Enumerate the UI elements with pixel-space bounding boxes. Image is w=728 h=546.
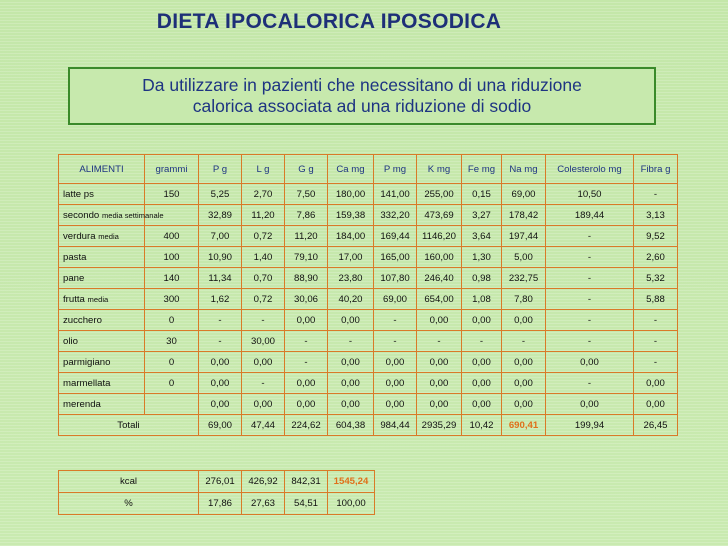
value-cell: 30 <box>145 331 199 352</box>
kcal-protein: 276,01 <box>199 471 242 493</box>
header-cell: Fe mg <box>462 155 502 184</box>
totals-label: Totali <box>59 415 199 436</box>
value-cell: 332,20 <box>374 205 417 226</box>
value-cell: 69,00 <box>502 184 546 205</box>
value-cell: - <box>546 289 634 310</box>
value-cell: 0,00 <box>462 310 502 331</box>
food-name-cell <box>59 184 145 205</box>
food-name: secondo <box>63 209 100 221</box>
value-cell: 2,70 <box>242 184 285 205</box>
table-header-row <box>59 155 678 184</box>
value-cell: 10,90 <box>199 247 242 268</box>
food-name-cell <box>59 394 145 415</box>
value-cell: 7,50 <box>285 184 328 205</box>
value-cell: 0,00 <box>502 373 546 394</box>
value-cell: 0,00 <box>462 373 502 394</box>
value-cell: 0,00 <box>546 352 634 373</box>
value-cell: - <box>634 352 678 373</box>
header-cell: Ca mg <box>328 155 374 184</box>
value-cell: 473,69 <box>417 205 462 226</box>
value-cell: 0,00 <box>285 373 328 394</box>
food-name: verdura <box>63 230 96 242</box>
kcal-label: kcal <box>59 471 199 493</box>
value-cell: - <box>374 331 417 352</box>
food-name-cell <box>59 226 145 247</box>
value-cell: - <box>634 310 678 331</box>
table-row <box>59 310 678 331</box>
food-name-cell <box>59 373 145 394</box>
value-cell: 30,06 <box>285 289 328 310</box>
total-sodium: 690,41 <box>502 415 546 436</box>
food-name-cell <box>59 310 145 331</box>
value-cell: 5,88 <box>634 289 678 310</box>
value-cell: 107,80 <box>374 268 417 289</box>
subtitle-box <box>68 67 656 125</box>
food-name: merenda <box>63 398 101 410</box>
value-cell: 300 <box>145 289 199 310</box>
total-cell: 2935,29 <box>417 415 462 436</box>
value-cell: 79,10 <box>285 247 328 268</box>
value-cell: - <box>546 373 634 394</box>
value-cell: - <box>374 310 417 331</box>
value-cell: 140 <box>145 268 199 289</box>
food-name-note: media <box>98 231 119 241</box>
value-cell: 3,27 <box>462 205 502 226</box>
value-cell: 246,40 <box>417 268 462 289</box>
table-row <box>59 184 678 205</box>
kcal-total: 1545,24 <box>328 471 375 493</box>
value-cell: 0,00 <box>285 310 328 331</box>
value-cell: 1146,20 <box>417 226 462 247</box>
value-cell: 178,42 <box>502 205 546 226</box>
value-cell: 7,86 <box>285 205 328 226</box>
value-cell: 0,00 <box>462 394 502 415</box>
value-cell: 197,44 <box>502 226 546 247</box>
value-cell: - <box>285 352 328 373</box>
value-cell: 88,90 <box>285 268 328 289</box>
table-row <box>59 289 678 310</box>
value-cell: - <box>546 247 634 268</box>
header-cell: ALIMENTI <box>59 155 145 184</box>
value-cell: 17,00 <box>328 247 374 268</box>
value-cell: - <box>242 310 285 331</box>
percent-lipid: 27,63 <box>242 493 285 515</box>
value-cell: 5,25 <box>199 184 242 205</box>
value-cell: 0,00 <box>328 352 374 373</box>
value-cell: 9,52 <box>634 226 678 247</box>
value-cell: 0,00 <box>328 310 374 331</box>
food-name: marmellata <box>63 377 111 389</box>
value-cell: - <box>199 331 242 352</box>
value-cell: 0,00 <box>199 373 242 394</box>
value-cell: 165,00 <box>374 247 417 268</box>
value-cell: - <box>546 331 634 352</box>
subtitle-text <box>142 75 582 117</box>
total-cell: 10,42 <box>462 415 502 436</box>
value-cell: 0,72 <box>242 226 285 247</box>
value-cell: 0,00 <box>242 352 285 373</box>
value-cell: 40,20 <box>328 289 374 310</box>
food-name: latte ps <box>63 188 94 200</box>
value-cell: 0,98 <box>462 268 502 289</box>
value-cell: - <box>634 331 678 352</box>
page-title: DIETA IPOCALORICA IPOSODICA <box>156 10 502 33</box>
header-cell: P mg <box>374 155 417 184</box>
percent-row <box>59 493 375 515</box>
value-cell: 0,00 <box>634 373 678 394</box>
value-cell: - <box>328 331 374 352</box>
value-cell: 2,60 <box>634 247 678 268</box>
value-cell: 1,08 <box>462 289 502 310</box>
value-cell: - <box>462 331 502 352</box>
value-cell: 169,44 <box>374 226 417 247</box>
food-name: pane <box>63 272 85 284</box>
value-cell: 3,13 <box>634 205 678 226</box>
value-cell: 0,00 <box>502 310 546 331</box>
food-name-cell <box>59 268 145 289</box>
value-cell: 0 <box>145 373 199 394</box>
food-name: olio <box>63 335 78 347</box>
percent-protein: 17,86 <box>199 493 242 515</box>
value-cell: 11,34 <box>199 268 242 289</box>
value-cell: 11,20 <box>285 226 328 247</box>
food-name-cell <box>59 247 145 268</box>
food-name-cell <box>59 352 145 373</box>
table-row <box>59 331 678 352</box>
value-cell: - <box>417 331 462 352</box>
value-cell: 0,00 <box>374 373 417 394</box>
food-name: pasta <box>63 251 87 263</box>
header-cell: Fibra g <box>634 155 678 184</box>
value-cell: 189,44 <box>546 205 634 226</box>
header-cell: L g <box>242 155 285 184</box>
energy-table <box>58 470 375 515</box>
value-cell: - <box>242 373 285 394</box>
value-cell: 0 <box>145 352 199 373</box>
totals-row <box>59 415 678 436</box>
value-cell: 0,72 <box>242 289 285 310</box>
header-cell: Colesterolo mg <box>546 155 634 184</box>
value-cell: - <box>546 310 634 331</box>
value-cell: 160,00 <box>417 247 462 268</box>
value-cell: 100 <box>145 247 199 268</box>
total-cell: 26,45 <box>634 415 678 436</box>
value-cell: - <box>546 268 634 289</box>
value-cell: 159,38 <box>328 205 374 226</box>
value-cell: - <box>199 310 242 331</box>
value-cell: - <box>285 331 328 352</box>
value-cell <box>145 394 199 415</box>
subtitle-line-2: calorica associata ad una riduzione di sodio <box>192 96 532 116</box>
value-cell: 0,00 <box>502 394 546 415</box>
table-row <box>59 247 678 268</box>
value-cell: 32,89 <box>199 205 242 226</box>
value-cell: 0,00 <box>634 394 678 415</box>
value-cell: 1,62 <box>199 289 242 310</box>
value-cell: - <box>634 184 678 205</box>
table-row <box>59 394 678 415</box>
value-cell: 0,00 <box>328 373 374 394</box>
value-cell: 255,00 <box>417 184 462 205</box>
value-cell: 0 <box>145 310 199 331</box>
food-name-note: media settimanale <box>101 210 164 220</box>
food-name: frutta <box>63 293 85 305</box>
value-cell: 0,00 <box>374 352 417 373</box>
value-cell: 0,00 <box>199 394 242 415</box>
food-name-cell <box>59 289 145 310</box>
nutrition-table <box>58 154 678 436</box>
value-cell: 0,00 <box>546 394 634 415</box>
value-cell: 0,00 <box>374 394 417 415</box>
food-name: zucchero <box>63 314 102 326</box>
total-cell: 199,94 <box>546 415 634 436</box>
value-cell: - <box>502 331 546 352</box>
table-row <box>59 352 678 373</box>
value-cell: 0,00 <box>417 373 462 394</box>
kcal-glucid: 842,31 <box>285 471 328 493</box>
header-cell: K mg <box>417 155 462 184</box>
value-cell: 0,70 <box>242 268 285 289</box>
food-name-cell <box>59 331 145 352</box>
kcal-lipid: 426,92 <box>242 471 285 493</box>
header-cell: grammi <box>145 155 199 184</box>
table-row <box>59 268 678 289</box>
value-cell: 150 <box>145 184 199 205</box>
total-cell: 47,44 <box>242 415 285 436</box>
value-cell: 0,00 <box>285 394 328 415</box>
value-cell: 0,00 <box>417 394 462 415</box>
table-row <box>59 226 678 247</box>
value-cell: 5,00 <box>502 247 546 268</box>
value-cell: 0,15 <box>462 184 502 205</box>
total-cell: 984,44 <box>374 415 417 436</box>
value-cell: 232,75 <box>502 268 546 289</box>
value-cell: 7,00 <box>199 226 242 247</box>
value-cell: 141,00 <box>374 184 417 205</box>
percent-label: % <box>59 493 199 515</box>
header-cell: G g <box>285 155 328 184</box>
value-cell: 0,00 <box>462 352 502 373</box>
value-cell: 1,40 <box>242 247 285 268</box>
table-row <box>59 373 678 394</box>
value-cell: 30,00 <box>242 331 285 352</box>
value-cell: 400 <box>145 226 199 247</box>
value-cell: 1,30 <box>462 247 502 268</box>
table-row <box>59 205 678 226</box>
food-name: parmigiano <box>63 356 111 368</box>
value-cell: 3,64 <box>462 226 502 247</box>
value-cell: 11,20 <box>242 205 285 226</box>
total-cell: 69,00 <box>199 415 242 436</box>
value-cell: 654,00 <box>417 289 462 310</box>
value-cell: 0,00 <box>199 352 242 373</box>
value-cell: 69,00 <box>374 289 417 310</box>
header-cell: P g <box>199 155 242 184</box>
header-cell: Na mg <box>502 155 546 184</box>
food-name-cell <box>59 205 164 226</box>
value-cell: 184,00 <box>328 226 374 247</box>
total-cell: 604,38 <box>328 415 374 436</box>
value-cell: 180,00 <box>328 184 374 205</box>
percent-total: 100,00 <box>328 493 375 515</box>
total-cell: 224,62 <box>285 415 328 436</box>
value-cell: 0,00 <box>417 310 462 331</box>
value-cell: 23,80 <box>328 268 374 289</box>
value-cell: 5,32 <box>634 268 678 289</box>
value-cell: 0,00 <box>242 394 285 415</box>
value-cell: 10,50 <box>546 184 634 205</box>
value-cell: 7,80 <box>502 289 546 310</box>
food-name-note: media <box>87 294 109 304</box>
subtitle-line-1: Da utilizzare in pazienti che necessitano di una riduzione <box>142 75 582 95</box>
value-cell: 0,00 <box>502 352 546 373</box>
percent-glucid: 54,51 <box>285 493 328 515</box>
kcal-row <box>59 471 375 493</box>
value-cell: 0,00 <box>328 394 374 415</box>
value-cell: - <box>546 226 634 247</box>
value-cell: 0,00 <box>417 352 462 373</box>
